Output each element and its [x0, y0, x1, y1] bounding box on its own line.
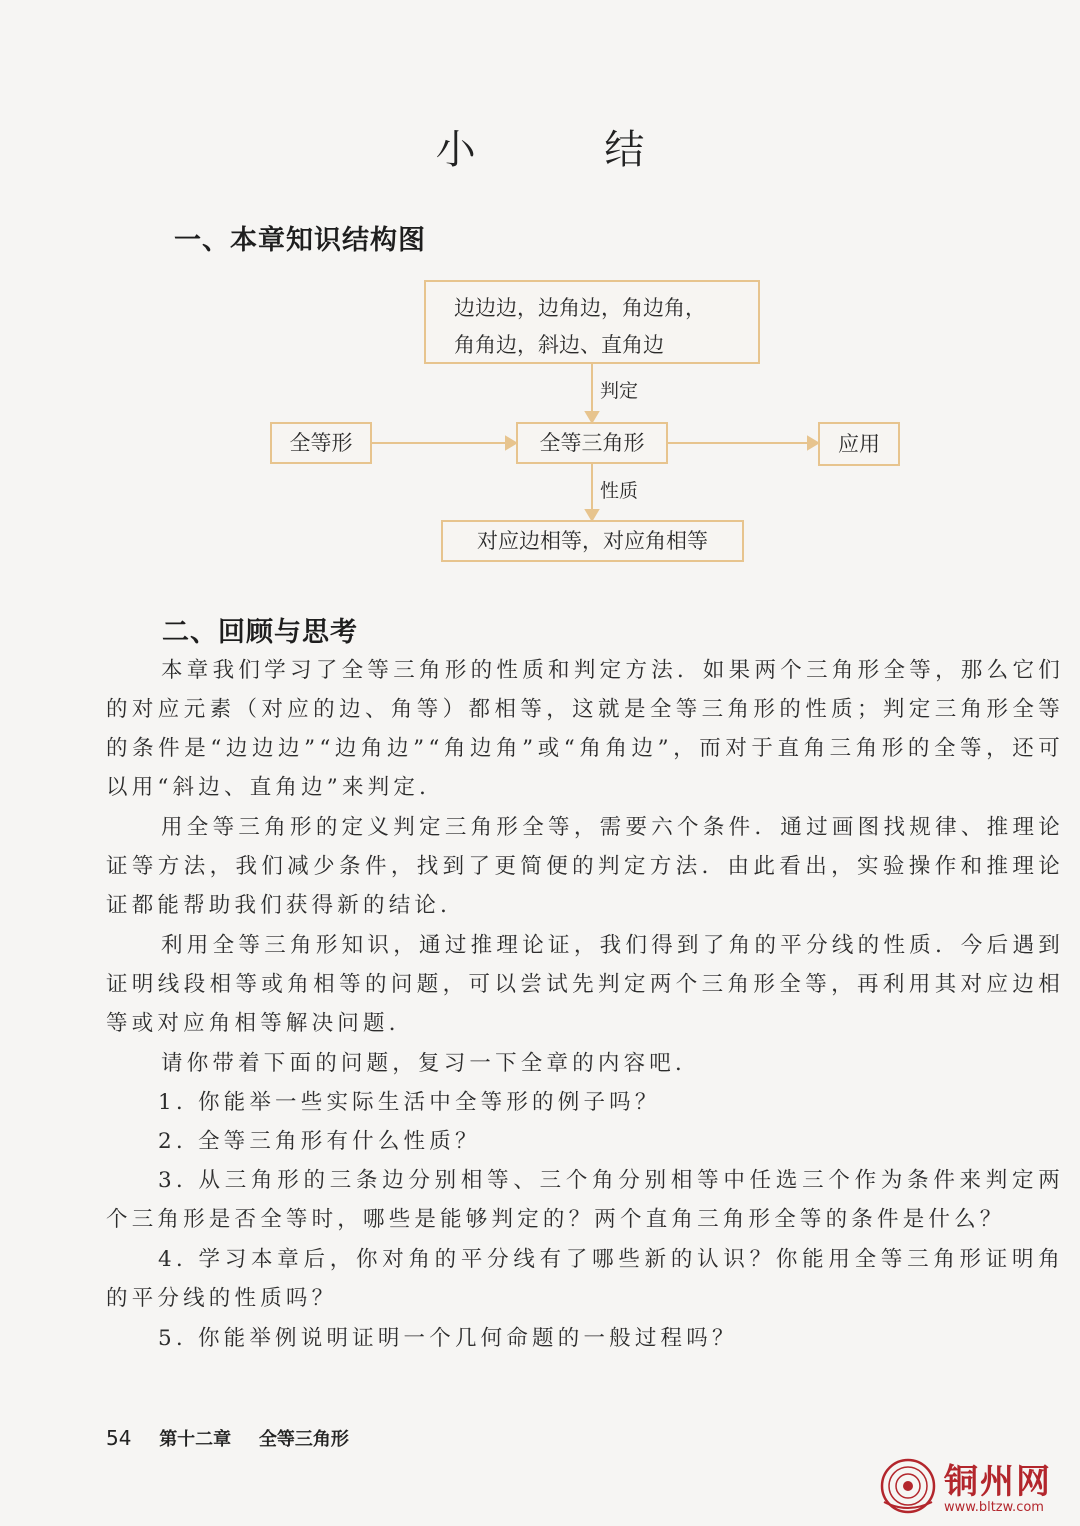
- diagram-box-congruent-figures: 全等形: [270, 422, 372, 464]
- page-number: 54: [106, 1426, 132, 1450]
- section-heading-review: 二、回顾与思考: [162, 617, 358, 648]
- watermark-name: 铜州网: [944, 1462, 1052, 1502]
- question-item: 4. 学习本章后，你对角的平分线有了哪些新的认识？你能用全等三角形证明角的平分线的性质吗？: [106, 1247, 1064, 1311]
- page-title: 小 结: [435, 127, 703, 173]
- label-judge: 判定: [600, 380, 639, 402]
- section-heading-structure: 一、本章知识结构图: [174, 225, 426, 256]
- page-footer: [106, 1425, 349, 1451]
- diagram-box-properties: 对应边相等，对应角相等: [441, 520, 744, 562]
- paragraph-summary: 本章我们学习了全等三角形的性质和判定方法．如果两个三角形全等，那么它们的对应元素（对应的边、角等）都相等，这就是全等三角形的性质；判定三角形全等的条件是“边边边”“边角边”“角边角”或“角角边”，而对于直角三角形的全等，还可以用“斜边、直角边”来判定．: [106, 658, 1064, 800]
- arrowhead-property: [586, 510, 598, 520]
- question-item: 3. 从三角形的三条边分别相等、三个角分别相等中任选三个作为条件来判定两个三角形是否全等时，哪些是能够判定的？两个直角三角形全等的条件是什么？: [106, 1168, 1064, 1232]
- paragraph-application: 利用全等三角形知识，通过推理论证，我们得到了角的平分线的性质．今后遇到证明线段相等或角相等的问题，可以尝试先判定两个三角形全等，再利用其对应边相等或对应角相等解决问题．: [106, 933, 1064, 1036]
- criteria-line-2: 角角边，斜边、直角边: [454, 333, 664, 357]
- label-property: 性质: [600, 480, 639, 502]
- chapter-number: 第十二章: [159, 1429, 232, 1450]
- diagram-box-criteria: [424, 280, 760, 364]
- paragraph-prompt: 请你带着下面的问题，复习一下全章的内容吧．: [161, 1051, 701, 1076]
- watermark-url: www.bltzw.com: [944, 1500, 1044, 1515]
- question-item: 1. 你能举一些实际生活中全等形的例子吗？: [158, 1090, 661, 1115]
- criteria-line-1: 边边边，边角边，角边角，: [454, 296, 706, 320]
- diagram-box-application: 应用: [818, 422, 900, 466]
- arrowhead-right: [808, 437, 818, 449]
- arrowhead-left: [506, 437, 516, 449]
- arrowhead-judge: [586, 412, 598, 422]
- question-item: 2. 全等三角形有什么性质？: [158, 1129, 481, 1154]
- seal-icon: [880, 1458, 936, 1514]
- question-item: 5. 你能举例说明证明一个几何命题的一般过程吗？: [158, 1326, 738, 1351]
- paragraph-method: 用全等三角形的定义判定三角形全等，需要六个条件．通过画图找规律、推理论证等方法，我们减少条件，找到了更简便的判定方法．由此看出，实验操作和推理论证都能帮助我们获得新的结论．: [106, 815, 1064, 918]
- diagram-box-congruent-triangles: 全等三角形: [516, 422, 668, 464]
- watermark: [874, 1452, 1074, 1522]
- chapter-name: 全等三角形: [258, 1429, 349, 1450]
